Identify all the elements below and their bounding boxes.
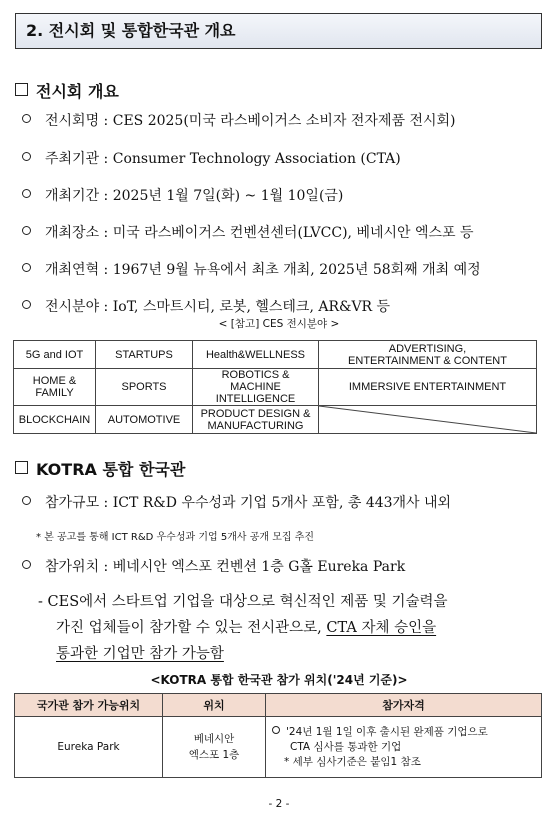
field-cell: 5G and IOT [14, 341, 96, 369]
item-value: 미국 라스베이거스 컨벤션센터(LVCC), 베네시안 엑스포 등 [112, 225, 474, 241]
reference-caption: < [참고] CES 전시분야 > [218, 318, 340, 330]
item-value: ICT R&D 우수성과 기업 5개사 포함, 총 443개사 내외 [112, 495, 452, 511]
circle-bullet-icon [22, 263, 31, 272]
item-scale: 참가규모 : ICT R&D 우수성과 기업 5개사 포함, 총 443개사 내외 [22, 492, 451, 512]
table-header: 참가자격 [266, 694, 542, 717]
circle-bullet-icon [22, 189, 31, 198]
item-value: IoT, 스마트시티, 로봇, 헬스테크, AR&VR 등 [112, 299, 391, 315]
table-row [14, 341, 537, 369]
overview-item: 전시분야 : IoT, 스마트시티, 로봇, 헬스테크, AR&VR 등 [22, 296, 390, 316]
description-underlined: 통과한 기업만 참가 가능함 [56, 646, 224, 662]
field-cell: PRODUCT DESIGN & MANUFACTURING [193, 406, 319, 434]
overview-item: 개최장소 : 미국 라스베이거스 컨벤션센터(LVCC), 베네시안 엑스포 등 [22, 222, 474, 242]
field-cell: SPORTS [96, 369, 193, 406]
table-row [15, 717, 542, 778]
table-header: 국가관 참가 가능위치 [15, 694, 163, 717]
field-cell: BLOCKCHAIN [14, 406, 96, 434]
section-heading-exhibition [15, 79, 119, 102]
note-text: * 본 공고를 통해 ICT R&D 우수성과 기업 5개사 공개 모집 추진 [36, 532, 315, 543]
item-label: 개최기간 [45, 188, 100, 204]
circle-bullet-icon [272, 726, 280, 734]
diagonal-line-icon [319, 406, 536, 433]
circle-bullet-icon [22, 560, 31, 569]
item-value: Consumer Technology Association (CTA) [112, 151, 401, 167]
page-number: - 2 - [268, 798, 290, 810]
field-cell: ADVERTISING, ENTERTAINMENT & CONTENT [319, 341, 537, 369]
qualification-note: * 세부 심사기준은 붙임1 참조 [284, 755, 421, 768]
field-cell: IMMERSIVE ENTERTAINMENT [319, 369, 537, 406]
empty-cell [319, 406, 537, 434]
qualification-text: CTA 심사를 통과한 기업 [290, 740, 402, 753]
item-label: 참가위치 [45, 559, 100, 575]
item-label: 전시분야 [45, 299, 100, 315]
ces-fields-table [13, 340, 537, 434]
overview-item: 전시회명 : CES 2025(미국 라스베이거스 소비자 전자제품 전시회) [22, 110, 456, 130]
item-value: 2025년 1월 7일(화) ~ 1월 10일(금) [112, 188, 344, 204]
table-caption: <KOTRA 통합 한국관 참가 위치('24년 기준)> [150, 673, 408, 687]
qualification-text: '24년 1월 1일 이후 출시된 완제품 기업으로 [286, 725, 488, 738]
table-row [14, 369, 537, 406]
circle-bullet-icon [22, 300, 31, 309]
description-line-1: - CES에서 스타트업 기업을 대상으로 혁신적인 제품 및 기술력을 [38, 594, 448, 610]
item-label: 개최연혁 [45, 262, 100, 278]
field-cell: ROBOTICS & MACHINE INTELLIGENCE [193, 369, 319, 406]
circle-bullet-icon [22, 114, 31, 123]
pavilion-location-table [14, 693, 542, 778]
item-location: 참가위치 : 베네시안 엑스포 컨벤션 1층 G홀 Eureka Park [22, 556, 405, 576]
table-row [14, 406, 537, 434]
overview-item: 개최연혁 : 1967년 9월 뉴욕에서 최초 개최, 2025년 58회째 개최 예정 [22, 259, 481, 279]
item-value: CES 2025(미국 라스베이거스 소비자 전자제품 전시회) [112, 113, 456, 129]
table-header: 위치 [163, 694, 266, 717]
circle-bullet-icon [22, 226, 31, 235]
qualification-cell [266, 717, 542, 778]
square-bullet-icon [15, 461, 28, 474]
section-heading-kotra [15, 457, 185, 480]
section-title-banner: 2. 전시회 및 통합한국관 개요 [15, 13, 542, 49]
section-heading-text: KOTRA 통합 한국관 [36, 460, 186, 479]
location-cell: 베네시안 엑스포 1층 [163, 717, 266, 778]
item-label: 개최장소 [45, 225, 100, 241]
item-label: 주최기관 [45, 151, 100, 167]
circle-bullet-icon [22, 152, 31, 161]
overview-item: 개최기간 : 2025년 1월 7일(화) ~ 1월 10일(금) [22, 185, 343, 205]
description-underlined: CTA 자체 승인을 [326, 620, 437, 636]
field-cell: STARTUPS [96, 341, 193, 369]
item-label: 전시회명 [45, 113, 100, 129]
description-line-2 [56, 616, 436, 637]
description-text: 가진 업체들이 참가할 수 있는 전시관으로, [56, 620, 327, 636]
square-bullet-icon [15, 83, 28, 96]
item-value: 1967년 9월 뉴욕에서 최초 개최, 2025년 58회째 개최 예정 [112, 262, 481, 278]
field-cell: AUTOMOTIVE [96, 406, 193, 434]
item-label: 참가규모 [45, 495, 100, 511]
field-cell: Health&WELLNESS [193, 341, 319, 369]
section-heading-text: 전시회 개요 [36, 82, 119, 101]
pavilion-cell: Eureka Park [15, 717, 163, 778]
description-line-3 [56, 642, 224, 663]
item-value: 베네시안 엑스포 컨벤션 1층 G홀 Eureka Park [112, 559, 406, 575]
circle-bullet-icon [22, 496, 31, 505]
overview-item: 주최기관 : Consumer Technology Association (CTA) [22, 148, 401, 168]
field-cell: HOME & FAMILY [14, 369, 96, 406]
